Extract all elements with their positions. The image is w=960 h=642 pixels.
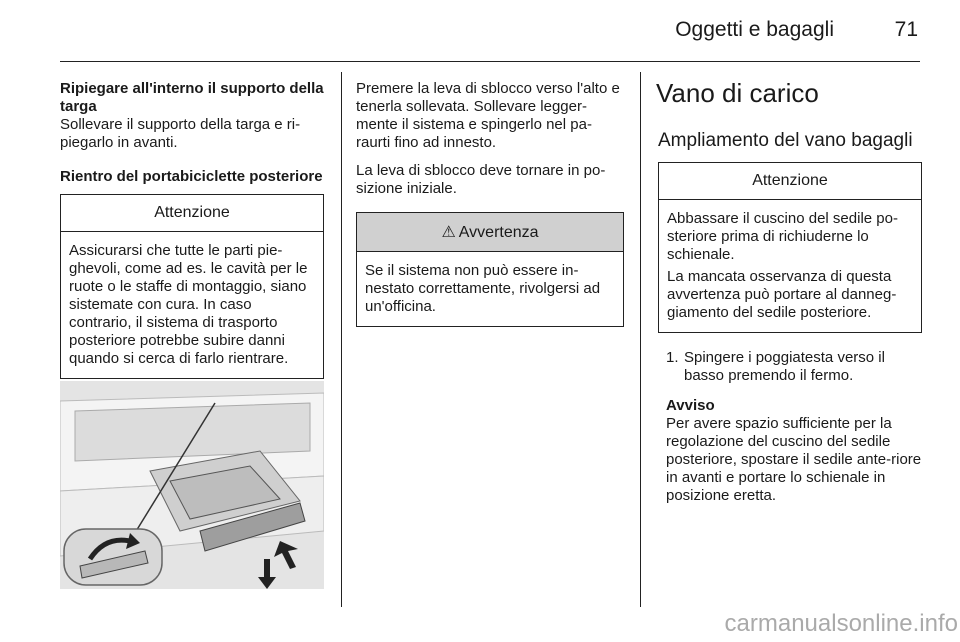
notice-title: Attenzione (61, 195, 323, 232)
header-rule (60, 61, 920, 62)
section-title: Vano di carico (656, 78, 819, 108)
column-1 (60, 80, 324, 379)
paragraph-lever-return: La leva di sblocco deve tornare in po-sizione iniziale. (356, 162, 606, 197)
illustration-bike-carrier (60, 381, 324, 589)
notice-title-cargo: Attenzione (659, 163, 921, 200)
warning-triangle-icon: ⚠ (441, 224, 456, 241)
column-divider-left (341, 72, 342, 607)
notice-box-attenzione-cargo (658, 162, 922, 333)
notice-body (61, 232, 323, 378)
warning-title-text: Avvertenza (458, 224, 539, 241)
paragraph-fold-plate-holder: Sollevare il supporto della targa e ri-piegarlo in avanti. (60, 116, 301, 151)
column-divider-right (640, 72, 641, 607)
step-text: Spingere i poggiatesta verso il basso premendo il fermo. (684, 349, 885, 384)
list-item-step-1 (658, 349, 922, 385)
notice-text-cargo-2: La mancata osservanza di questa avvertenza può portare al danneg-giamento del sedile posteriore. (667, 268, 897, 321)
watermark: carmanualsonline.info (724, 610, 958, 637)
header-title: Oggetti e bagagli (675, 18, 834, 41)
bike-carrier-drawing (60, 381, 324, 589)
sub-title: Ampliamento del vano bagagli (658, 130, 913, 151)
heading-retract-bike-carrier: Rientro del portabiciclette posteriore (60, 168, 323, 185)
notice-body-cargo (659, 200, 921, 332)
note-text: Per avere spazio sufficiente per la regolazione del cuscino del sedile posteriore, spostare il sedile ante-riore in avanti e portare lo schienale in posizione eretta. (666, 415, 922, 504)
warning-box-avvertenza (356, 212, 624, 327)
note-label: Avviso (666, 397, 715, 414)
heading-fold-plate-holder: Ripiegare all'interno il supporto della targa (60, 80, 324, 115)
step-number: 1. (666, 349, 679, 366)
column-2 (356, 80, 624, 327)
paragraph-release-lever: Premere la leva di sblocco verso l'alto e tenerla sollevata. Sollevare legger-mente il sistema e spingerlo nel pa-raurti fino ad innesto. (356, 80, 620, 151)
notice-box-attenzione (60, 194, 324, 379)
warning-text: Se il sistema non può essere in-nestato correttamente, rivolgersi ad un'officina. (365, 262, 601, 315)
column-3 (658, 80, 922, 505)
warning-body (357, 252, 623, 326)
page-number: 71 (894, 18, 918, 41)
warning-title (357, 213, 623, 252)
notice-text: Assicurarsi che tutte le parti pie-ghevoli, come ad es. le cavità per le ruote o le staffe di montaggio, siano sistemate con cura. In caso contrario, il sistema di trasporto posteriore potrebbe subire danni quando si cerca di farlo rientrare. (69, 242, 308, 367)
notice-text-cargo-1: Abbassare il cuscino del sedile po-steriore prima di richiuderne lo schienale. (667, 210, 898, 263)
